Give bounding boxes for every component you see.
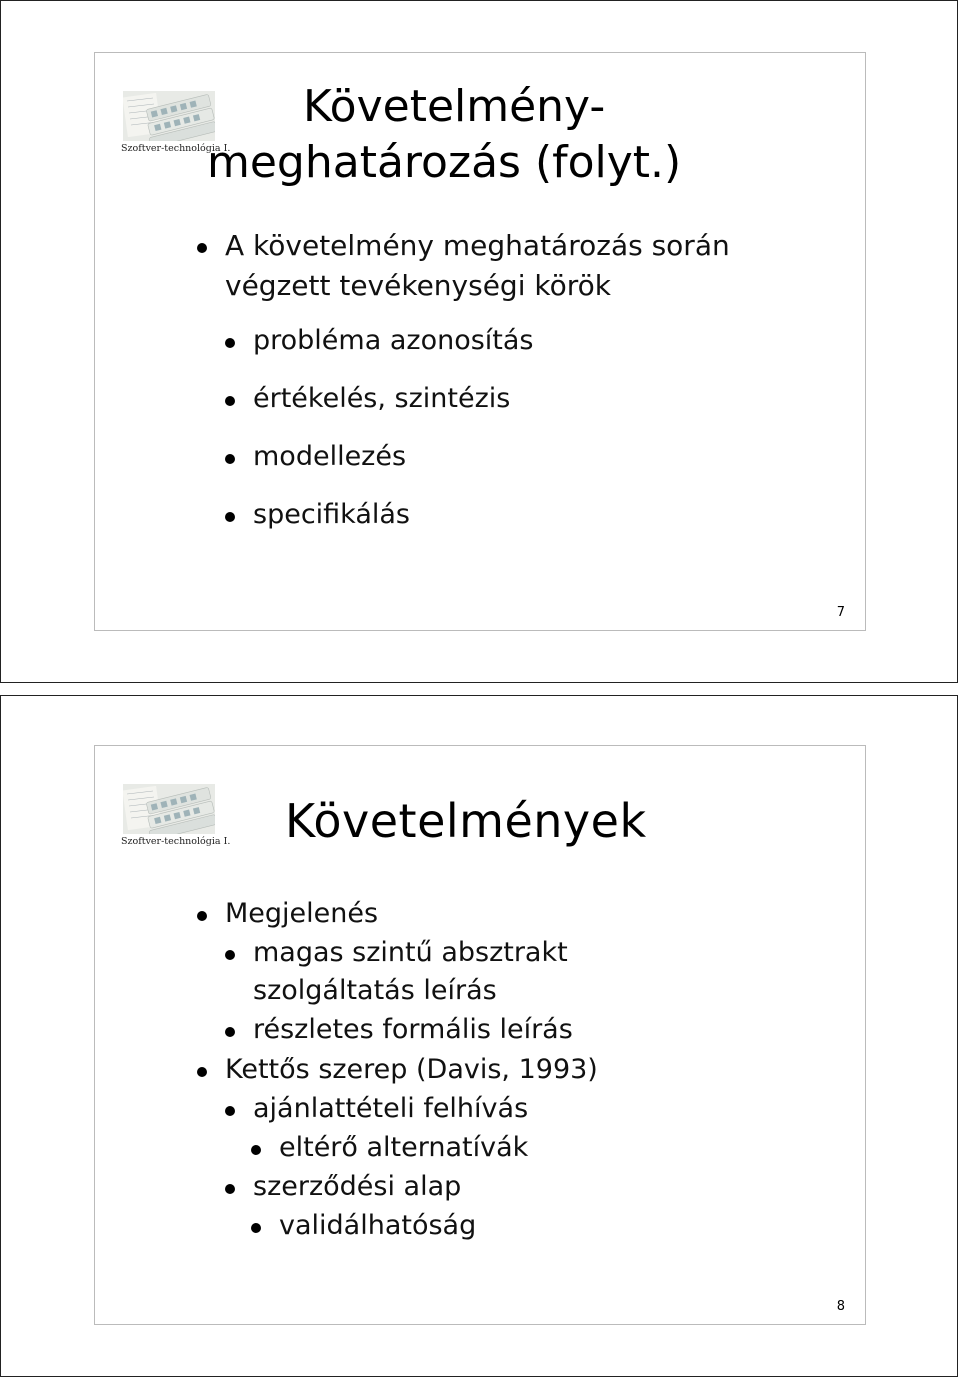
bullet-dot — [225, 512, 235, 522]
bullet-dot — [197, 243, 207, 253]
bullet-item: Megjelenés — [225, 898, 379, 929]
sub-bullet-item: értékelés, szintézis — [253, 383, 511, 414]
bullet-dot — [225, 396, 235, 406]
course-logo — [121, 784, 231, 850]
bullet-dot — [225, 338, 235, 348]
slide-title-line-1: Követelmény- — [303, 81, 606, 132]
bullet-dot — [197, 1067, 207, 1077]
logo-caption: Szoftver-technológia I. — [121, 143, 231, 154]
bullet-dot — [225, 1027, 235, 1037]
bullet-dot — [251, 1145, 261, 1155]
sub-sub-bullet-item: eltérő alternatívák — [279, 1132, 529, 1163]
keyboard-photo-icon — [123, 784, 215, 834]
bullet-dot — [225, 950, 235, 960]
sub-bullet-item: ajánlattételi felhívás — [253, 1093, 529, 1124]
slide-8 — [94, 745, 866, 1325]
sub-bullet-item: magas szintű absztrakt — [253, 937, 568, 968]
page-frame-2 — [0, 695, 958, 1377]
slide-title-line-2: meghatározás (folyt.) — [207, 137, 682, 188]
bullet-item: A követelmény meghatározás során — [225, 229, 730, 262]
sub-bullet-item: részletes formális leírás — [253, 1014, 573, 1045]
sub-sub-bullet-item: validálhatóság — [279, 1210, 477, 1241]
bullet-dot — [225, 1106, 235, 1116]
sub-bullet-item: szerződési alap — [253, 1171, 462, 1202]
sub-bullet-item: specifikálás — [253, 499, 410, 530]
bullet-dot — [225, 1184, 235, 1194]
page-number: 8 — [836, 1299, 845, 1314]
sub-bullet-item: modellezés — [253, 441, 407, 472]
bullet-item: Kettős szerep (Davis, 1993) — [225, 1054, 598, 1085]
page-number: 7 — [836, 605, 845, 620]
keyboard-photo-icon — [123, 91, 215, 141]
course-logo — [121, 91, 231, 157]
bullet-dot — [225, 454, 235, 464]
bullet-dot — [251, 1223, 261, 1233]
slide-title — [207, 79, 847, 191]
logo-caption: Szoftver-technológia I. — [121, 836, 231, 847]
sub-bullet-item: probléma azonosítás — [253, 325, 534, 356]
slide-7 — [94, 52, 866, 631]
bullet-dot — [197, 911, 207, 921]
sub-bullet-item-continuation: szolgáltatás leírás — [253, 975, 497, 1006]
bullet-item-continuation: végzett tevékenységi körök — [225, 269, 611, 302]
page-frame-1 — [0, 0, 958, 683]
slide-title: Követelmények — [285, 794, 647, 848]
